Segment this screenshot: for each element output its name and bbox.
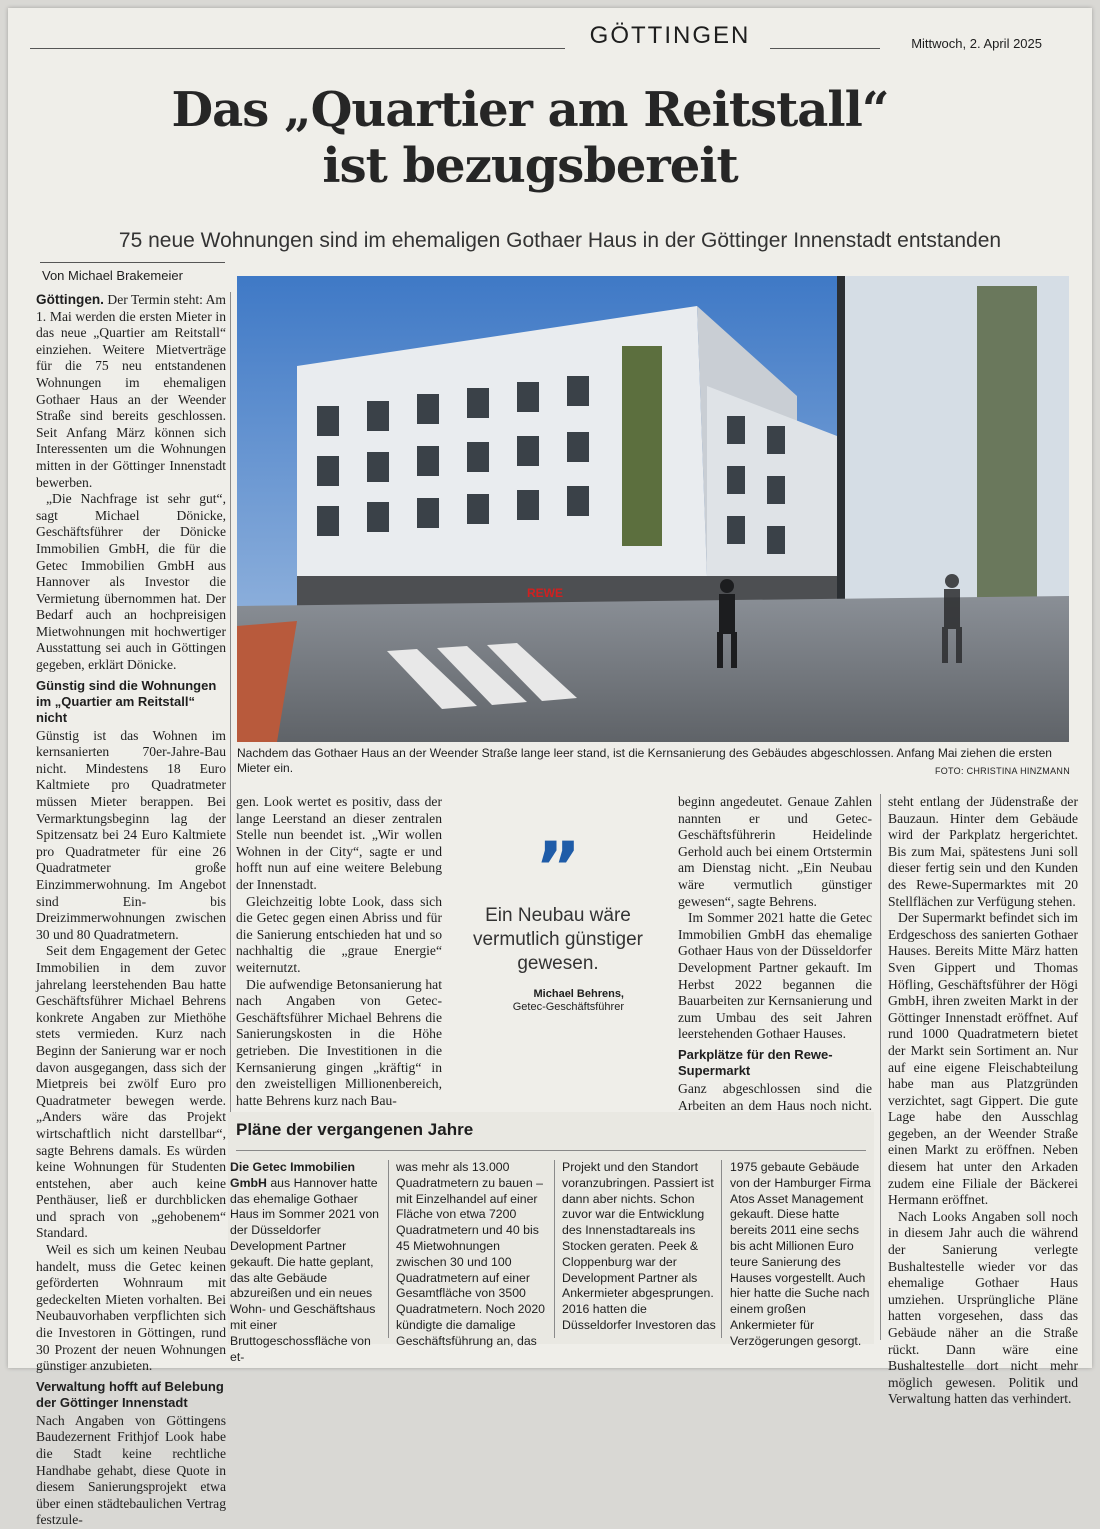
headline-line-1: Das „Quartier am Reitstall“ [171, 82, 889, 138]
paragraph: steht entlang der Jüdenstraße der Bauzaun. Hinter dem Gebäude wird der Parkplatz hergerichtet. Bis zum Mai, spätestens Juni soll dieser fertig sein und den Kunden des Rewe-Supermarktes mit 20 Stellflächen zur Verfügung stehen. [888, 794, 1078, 909]
green-wall [622, 346, 662, 546]
header-rule-mid [770, 48, 880, 49]
byline: Von Michael Brakemeier [42, 268, 183, 283]
info-box-divider [388, 1160, 389, 1338]
paragraph: gen. Look wertet es positiv, dass der lange Leerstand an dieser zentralen Stelle nun beendet ist. „Wir wollen Wohnen in der City“, sagte er und hofft nun auf eine weitere Belebung der Innenstadt. [236, 794, 442, 892]
paragraph: Der Supermarkt befindet sich im Erdgeschoss des sanierten Gothaer Hauses. Bereits Mitte März hatten Sven Gippert und Thomas Höfling, Geschäftsführer der Högi GmbH, ihren zweiten Markt in der Göttinger Innenstadt eröffnet. Auf rund 1000 Quadratmetern bietet der Markt sein Sortiment an. Nur auf eine eigene Fleischabteilung habe man aus Platzgründen verzichtet, sagt Gippert. Die gute Lage habe den Ausschlag gegeben, an der Weender Straße einen Markt zu eröffnen. Neben diesem hat unter den Arkaden zudem eine Filiale der Bäckerei Hermann eröffnet. [888, 910, 1078, 1208]
paragraph: Nach Angaben von Göttingens Baudezernent Frithjof Look habe die Stadt keine rechtliche Handhabe gehabt, diese Quote in diesem Sanierungsprojekt etwa über einen städtebaulichen Vertrag festzule- [36, 1412, 226, 1528]
paragraph: beginn angedeutet. Genaue Zahlen nannten er und Getec-Geschäftsführerin Heidelinde Gerhold auch bei einem Ortstermin am Dienstag nicht. „Ein Neubau wäre vermutlich günstiger gewesen“, sagte Behrens. [678, 794, 872, 909]
subheading: Verwaltung hofft auf Belebung der Göttinger Innenstadt [36, 1378, 224, 1410]
paragraph: Günstig ist das Wohnen im kernsanierten 70er-Jahre-Bau nicht. Mindestens 18 Euro Kaltmiete pro Quadratmeter müssen Mieter berappen. Bei Vermarktungsbeginn lag der Spitzensatz bei 24 Euro Kaltmiete pro Quadratmeter für eine 26 Quadratmeter große Einzimmerwohnung. Im Angebot sind Ein- bis Dreizimmerwohnungen zwischen 30 und 80 Quadratmetern. [36, 727, 226, 942]
paragraph: Göttingen. Der Termin steht: Am 1. Mai werden die ersten Mieter in das neue „Quartier am Reitstall“ einziehen. Weitere Mietverträge für die 75 neu entstandenen Wohnungen im ehemaligen Gothaer Haus an der Weender Straße sind bereits geschlossen. Seit Anfang März können sich Interessenten um die Wohnungen mitten in der Göttinger Innenstadt bewerben. [36, 292, 226, 490]
building-photo-illustration [237, 276, 1069, 742]
info-box-divider [554, 1160, 555, 1338]
paragraph: „Die Nachfrage ist sehr gut“, sagt Michael Dönicke, Geschäftsführer der Dönicke Immobilien GmbH, die für die Getec Immobilien GmbH aus Hannover als Investor die Vermietung übernommen hat. Der Bedarf auch an hochpreisigen Mietwohnungen mit hochwertiger Ausstattung sei auch in Göttingen gegeben, erklärt Dönicke. [36, 491, 226, 673]
article-column-3 [678, 794, 872, 1131]
quote-text: Ein Neubau wäre vermutlich günstiger gewesen. [472, 905, 644, 974]
info-box-column-2: was mehr als 13.000 Quadratmetern zu bauen – mit Einzelhandel auf einer Fläche von etwa 7200 Quadratmetern und 40 bis 45 Mietwohnungen zwischen 30 und 100 Quadratmetern auf einer Gesamtfläche von 3500 Quadratmetern. Noch 2020 kündigte die damalige Geschäftsführung an, das [396, 1160, 546, 1348]
rewe-sign: REWE [527, 586, 563, 600]
paragraph: Nach Looks Angaben soll noch in diesem Jahr auch die während der Sanierung verlegte Bushaltestelle wieder vor das ehemalige Gothaer Haus umziehen. Ursprüngliche Pläne hatten vorgesehen, dass das Gebäude näher an die Straße rückt. Dann wäre eine Bushaltestelle dort nicht mehr möglich gewesen. Politik und Verwaltung hatten das verhindert. [888, 1208, 1078, 1407]
subheading: Günstig sind die Wohnungen im „Quartier am Reitstall“ nicht [36, 677, 217, 725]
paragraph: Seit dem Engagement der Getec Immobilien in dem zuvor jahrelang leerstehenden Bau hatte Geschäftsführer Michael Behrens konkrete Angaben zur Miethöhe stets vermieden. Kurz nach Beginn der Sanierung war er noch davon ausgegangen, dass sich der Mietpreis bei zwölf Euro pro Quadratmeter bewegen werde. „Anders wäre das Projekt wirtschaftlich nicht darstellbar“, sagte Behrens damals. Es würden keine Wohnungen für Studenten entstehen, aber auch keine Penthäuser, ließ er durchblicken und sprach von „gehobenem“ Standard. [36, 943, 226, 1241]
paragraph: Ganz abgeschlossen sind die Arbeiten an dem Haus noch nicht. [678, 1080, 872, 1113]
column-divider [880, 794, 881, 1340]
header-rule-left [30, 48, 565, 49]
issue-date: Mittwoch, 2. April 2025 [911, 36, 1042, 51]
info-box-column-3: Projekt und den Standort voranzubringen. Passiert ist dann aber nichts. Schon zuvor war die Entwicklung des Innenstadtareals ins Stocken geraten. Peek & Cloppenburg war der Development Partner als Ankermieter abgesprungen. 2016 hatten die Düsseldorfer Investoren das [562, 1160, 716, 1332]
paragraph: Gleichzeitig lobte Look, dass sich die Getec gegen einen Abriss und für die Sanierung entschieden hat und so nachhaltig die „graue Energie“ weiternutzt. [236, 893, 442, 975]
paragraph: Die aufwendige Betonsanierung hat nach Angaben von Getec-Geschäftsführer Michael Behrens die Sanierungskosten in die Höhe getrieben. Die Investitionen in die Kernsanierung gingen „kräftig“ in den zweistelligen Millionenbereich, hatte Behrens kurz nach Bau- [236, 976, 442, 1108]
headline [80, 82, 980, 194]
article-column-1 [36, 292, 226, 1529]
dateline-city: Göttingen. [36, 292, 104, 307]
article-photo [237, 276, 1069, 742]
info-box-divider [721, 1160, 722, 1338]
pull-quote [458, 827, 658, 1014]
subheading: Parkplätze für den Rewe-Supermarkt [678, 1046, 833, 1078]
section-title: GÖTTINGEN [589, 22, 751, 49]
reflected-green-wall [977, 286, 1037, 616]
info-box-title: Pläne der vergangenen Jahre [236, 1120, 474, 1139]
subheadline: 75 neue Wohnungen sind im ehemaligen Gothaer Haus in der Göttinger Innenstadt entstanden [118, 229, 1002, 252]
paragraph: Weil es sich um keinen Neubau handelt, muss die Getec keinen geförderten Wohnraum mit gedeckelten Mieten vorhalten. Bei Neubauvorhaben verpflichten sich die Investoren in Göttingen, rund 30 Prozent der neuen Wohnungen günstiger anzubieten. [36, 1242, 226, 1374]
article-column-2 [236, 794, 442, 1109]
byline-rule [40, 262, 225, 263]
headline-line-2: ist bezugsbereit [322, 138, 738, 194]
quote-author: Michael Behrens, Getec-Geschäftsführer [512, 988, 624, 1013]
article-column-4 [888, 794, 1078, 1408]
quote-mark-icon: ” [534, 827, 581, 909]
info-box-column-1: Die Getec Immobilien GmbH aus Hannover hatte das ehemalige Gothaer Haus im Sommer 2021 von der Düsseldorfer Development Partner gekauft. Die hatte geplant, das alte Gebäude abzureißen und ein neues Wohn- und Geschäftshaus mit einer Bruttogeschossfläche von et- [230, 1160, 379, 1364]
info-box-rule [236, 1150, 866, 1151]
photo-caption: Nachdem das Gothaer Haus an der Weender Straße lange leer stand, ist die Kernsanierung des Gebäudes abgeschlossen. Anfang Mai ziehen die ersten Mieter ein. [237, 746, 1052, 775]
paragraph: Im Sommer 2021 hatte die Getec Immobilien GmbH das ehemalige Gothaer Haus von der Düsseldorfer Development Partner gekauft. Im Herbst 2022 begannen die Bauarbeiten zur Kernsanierung und zum Umbau des seit Jahren leerstehenden Gothaer Hauses. [678, 910, 872, 1042]
info-box-column-4: 1975 gebaute Gebäude von der Hamburger Firma Atos Asset Management gekauft. Diese hatte bereits 2011 eine sechs bis acht Millionen Euro teure Sanierung des Hauses vorgestellt. Auch hier hatte die Suche nach einem großen Ankermieter für Verzögerungen gesorgt. [730, 1160, 871, 1348]
photo-credit: FOTO: CHRISTINA HINZMANN [934, 766, 1070, 776]
